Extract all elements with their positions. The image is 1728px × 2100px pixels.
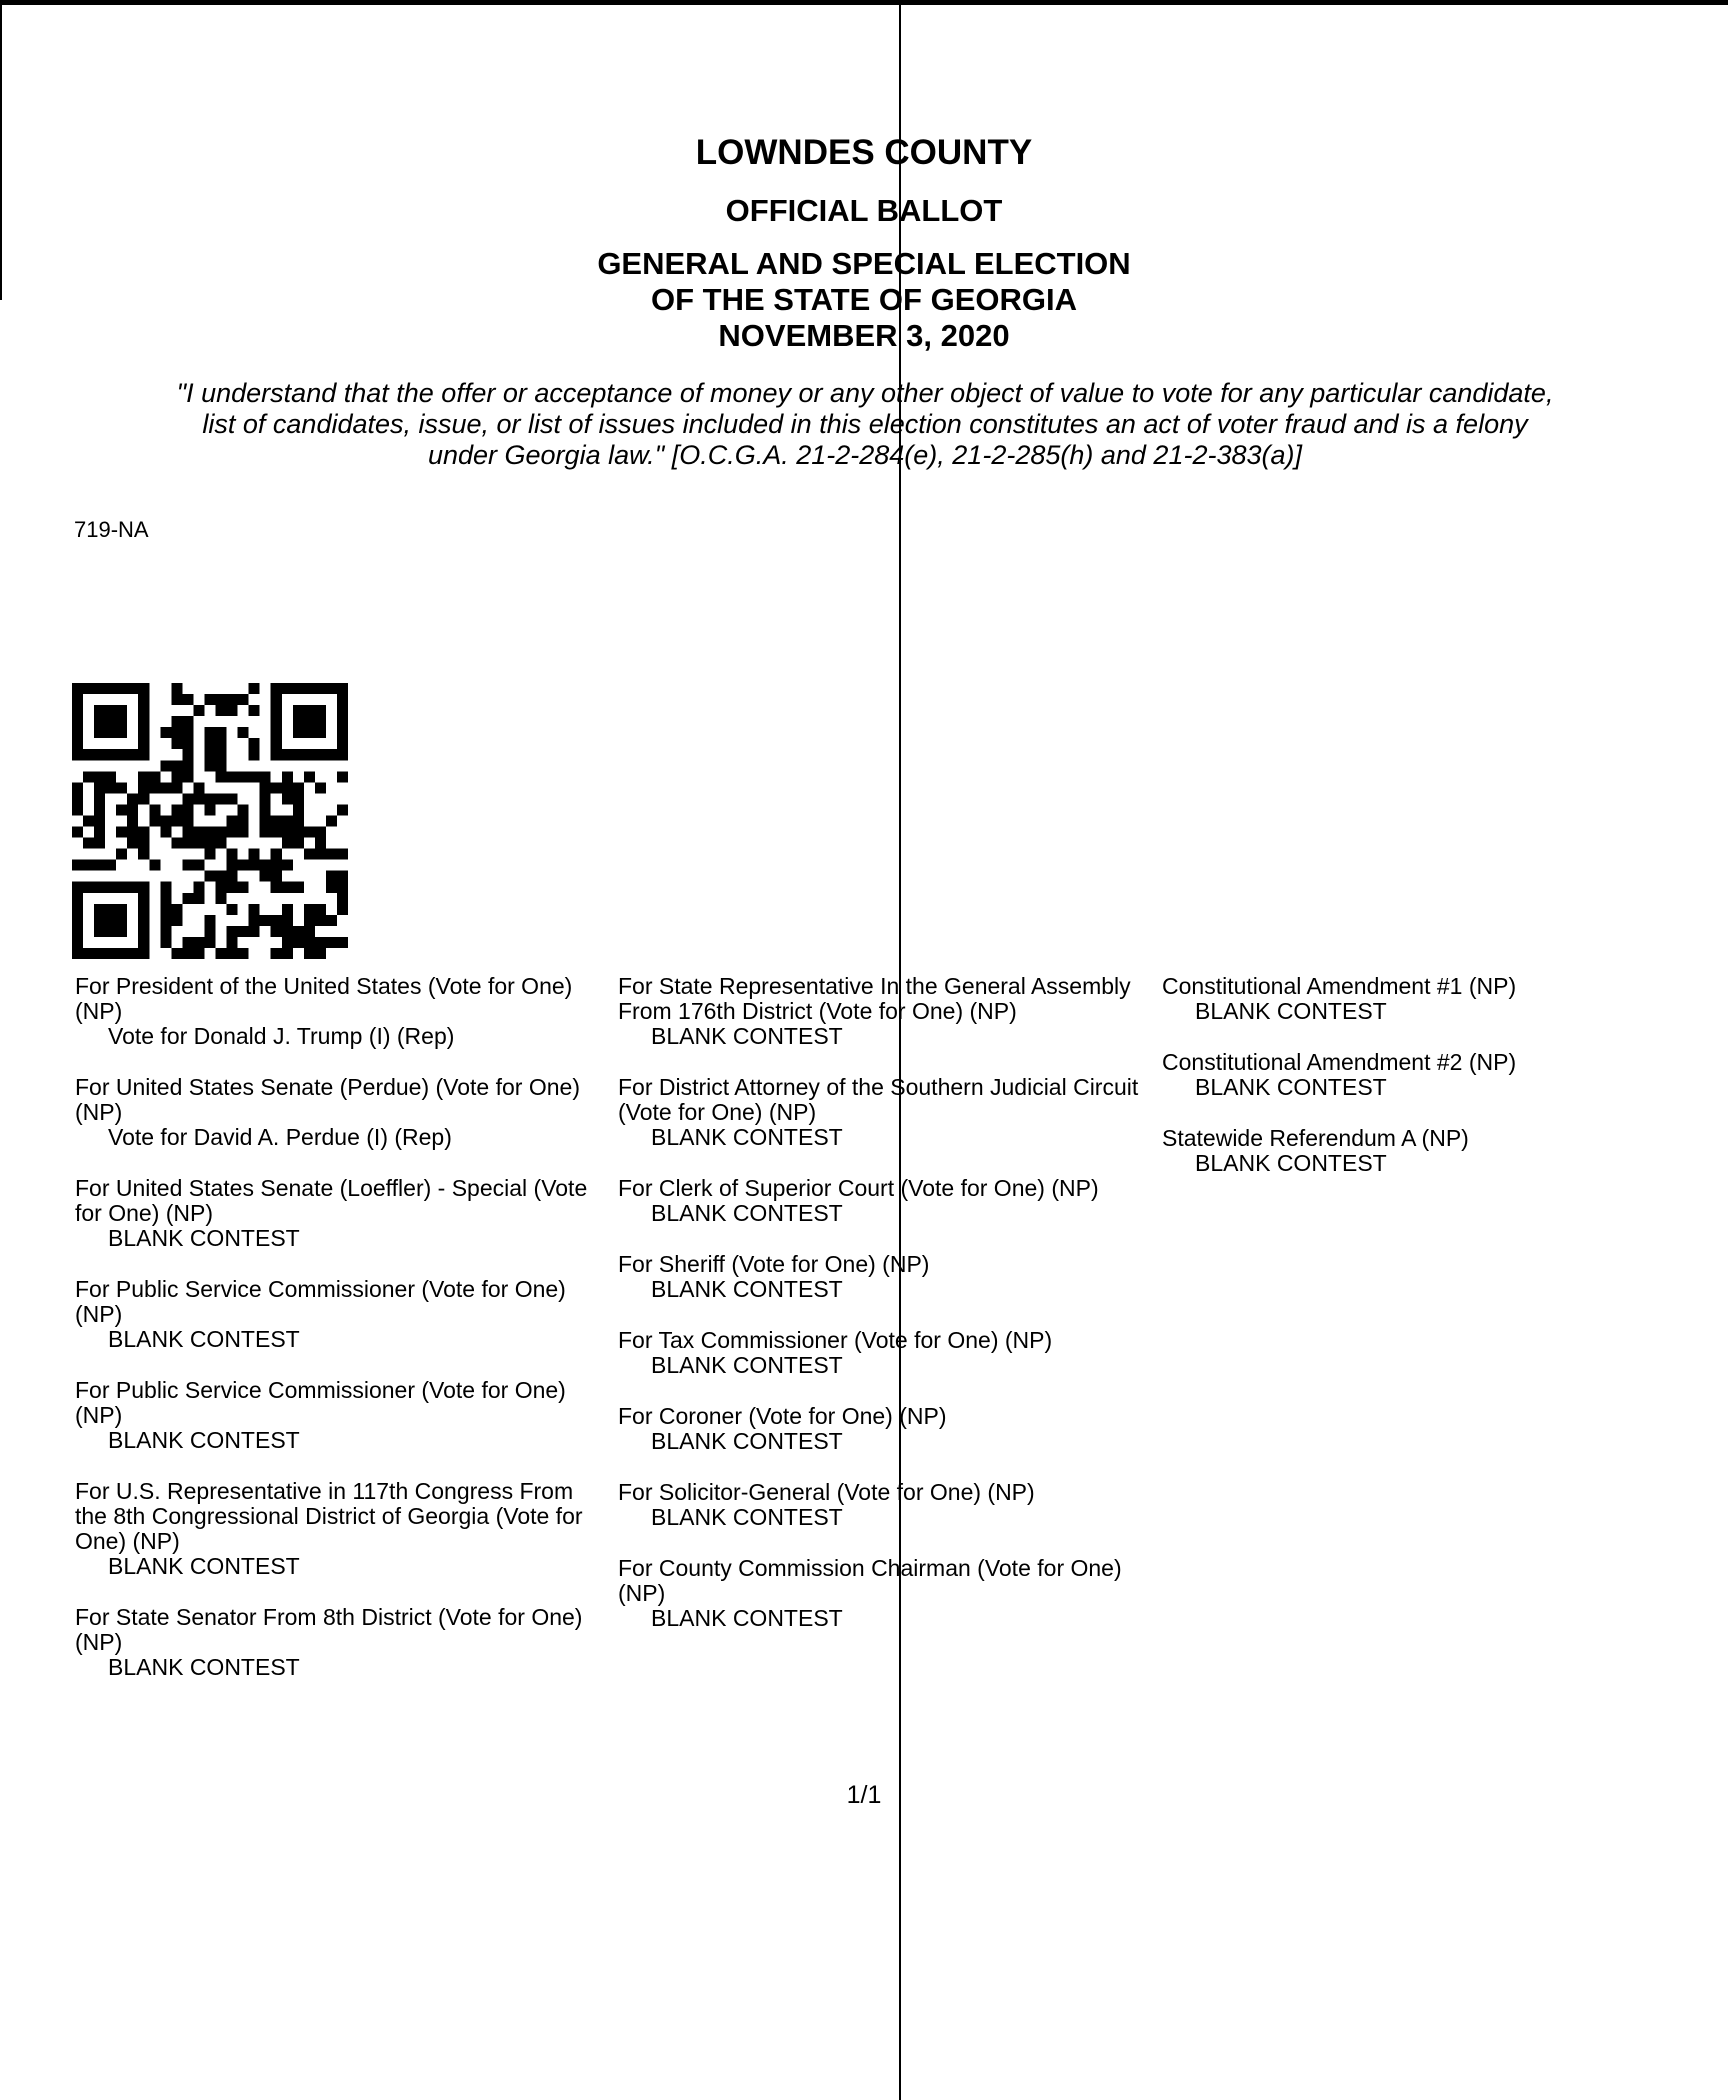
top-border <box>0 0 1728 5</box>
election-line-2: OF THE STATE OF GEORGIA <box>651 282 1077 317</box>
contest-selection: BLANK CONTEST <box>108 1427 300 1453</box>
contest-column-2 <box>618 974 1163 1657</box>
contest-title: For State Representative In the General Assembly From 176th District (Vote for One) (NP) <box>618 973 1131 1024</box>
contest-amendment-1 <box>1162 974 1682 1024</box>
election-date: NOVEMBER 3, 2020 <box>718 318 1010 353</box>
contest-selection: BLANK CONTEST <box>108 1654 300 1680</box>
page-number: 1/1 <box>846 1781 882 1809</box>
contest-title: For Tax Commissioner (Vote for One) (NP) <box>618 1327 1053 1353</box>
notice-line-3: under Georgia law." [O.C.G.A. 21-2-284(e), 21-2-285(h) and 21-2-383(a)] <box>427 440 1303 470</box>
contest-selection: BLANK CONTEST <box>108 1326 300 1352</box>
contest-selection: BLANK CONTEST <box>651 1023 843 1049</box>
contest-clerk-superior-court <box>618 1176 1163 1226</box>
voter-fraud-notice <box>60 378 1670 471</box>
contest-selection: BLANK CONTEST <box>108 1225 300 1251</box>
contest-selection: BLANK CONTEST <box>108 1553 300 1579</box>
contest-title: For United States Senate (Perdue) (Vote for One) (NP) <box>75 1074 580 1125</box>
contest-title: For Solicitor-General (Vote for One) (NP) <box>618 1479 1035 1505</box>
ballot-style-id: 719-NA <box>74 517 149 542</box>
contest-title: Constitutional Amendment #2 (NP) <box>1162 1049 1517 1075</box>
notice-line-2: list of candidates, issue, or list of issues included in this election constitutes an act of voter fraud and is a felony <box>202 409 1528 439</box>
contest-president <box>75 974 605 1049</box>
contest-title: For President of the United States (Vote for One) (NP) <box>75 973 573 1024</box>
contest-us-representative <box>75 1479 605 1579</box>
contest-selection: BLANK CONTEST <box>651 1428 843 1454</box>
contest-selection: BLANK CONTEST <box>1195 1074 1387 1100</box>
contest-state-representative <box>618 974 1163 1049</box>
contest-selection: BLANK CONTEST <box>651 1605 843 1631</box>
contest-psc-1 <box>75 1277 605 1352</box>
contest-title: For Coroner (Vote for One) (NP) <box>618 1403 947 1429</box>
contest-state-senator <box>75 1605 605 1680</box>
contest-tax-commissioner <box>618 1328 1163 1378</box>
contest-selection: Vote for Donald J. Trump (I) (Rep) <box>108 1023 455 1049</box>
contest-title: For State Senator From 8th District (Vote for One) (NP) <box>75 1604 583 1655</box>
contest-referendum-a <box>1162 1126 1682 1176</box>
contest-amendment-2 <box>1162 1050 1682 1100</box>
contest-title: Statewide Referendum A (NP) <box>1162 1125 1469 1151</box>
contest-title: For County Commission Chairman (Vote for One) (NP) <box>618 1555 1122 1606</box>
contest-sheriff <box>618 1252 1163 1302</box>
contest-title: For Public Service Commissioner (Vote for One) (NP) <box>75 1377 566 1428</box>
contest-coroner <box>618 1404 1163 1454</box>
contest-district-attorney <box>618 1075 1163 1150</box>
contest-selection: BLANK CONTEST <box>651 1352 843 1378</box>
contest-column-1 <box>75 974 605 1706</box>
contest-selection: BLANK CONTEST <box>1195 998 1387 1024</box>
contest-selection: Vote for David A. Perdue (I) (Rep) <box>108 1124 452 1150</box>
notice-line-1: "I understand that the offer or acceptance of money or any other object of value to vote for any particular candidate, <box>176 378 1554 408</box>
contest-selection: BLANK CONTEST <box>651 1200 843 1226</box>
contest-title: For Public Service Commissioner (Vote for One) (NP) <box>75 1276 566 1327</box>
qr-code <box>72 683 348 959</box>
contest-selection: BLANK CONTEST <box>651 1504 843 1530</box>
contest-title: For United States Senate (Loeffler) - Special (Vote for One) (NP) <box>75 1175 588 1226</box>
contest-title: For District Attorney of the Southern Judicial Circuit (Vote for One) (NP) <box>618 1074 1139 1125</box>
county-title: LOWNDES COUNTY <box>695 133 1033 172</box>
contest-selection: BLANK CONTEST <box>651 1124 843 1150</box>
contest-title: For Sheriff (Vote for One) (NP) <box>618 1251 930 1277</box>
contest-solicitor-general <box>618 1480 1163 1530</box>
ballot-type: OFFICIAL BALLOT <box>725 193 1003 228</box>
contest-senate-perdue <box>75 1075 605 1150</box>
contest-column-3 <box>1162 974 1682 1202</box>
contest-county-commission-chairman <box>618 1556 1163 1631</box>
contest-title: For U.S. Representative in 117th Congress From the 8th Congressional District of Georgia (Vote for One) (NP) <box>75 1478 583 1554</box>
contest-selection: BLANK CONTEST <box>651 1276 843 1302</box>
contest-selection: BLANK CONTEST <box>1195 1150 1387 1176</box>
contest-title: Constitutional Amendment #1 (NP) <box>1162 973 1517 999</box>
contest-psc-2 <box>75 1378 605 1453</box>
election-line-1: GENERAL AND SPECIAL ELECTION <box>597 246 1131 281</box>
contest-senate-loeffler <box>75 1176 605 1251</box>
contest-title: For Clerk of Superior Court (Vote for One) (NP) <box>618 1175 1099 1201</box>
